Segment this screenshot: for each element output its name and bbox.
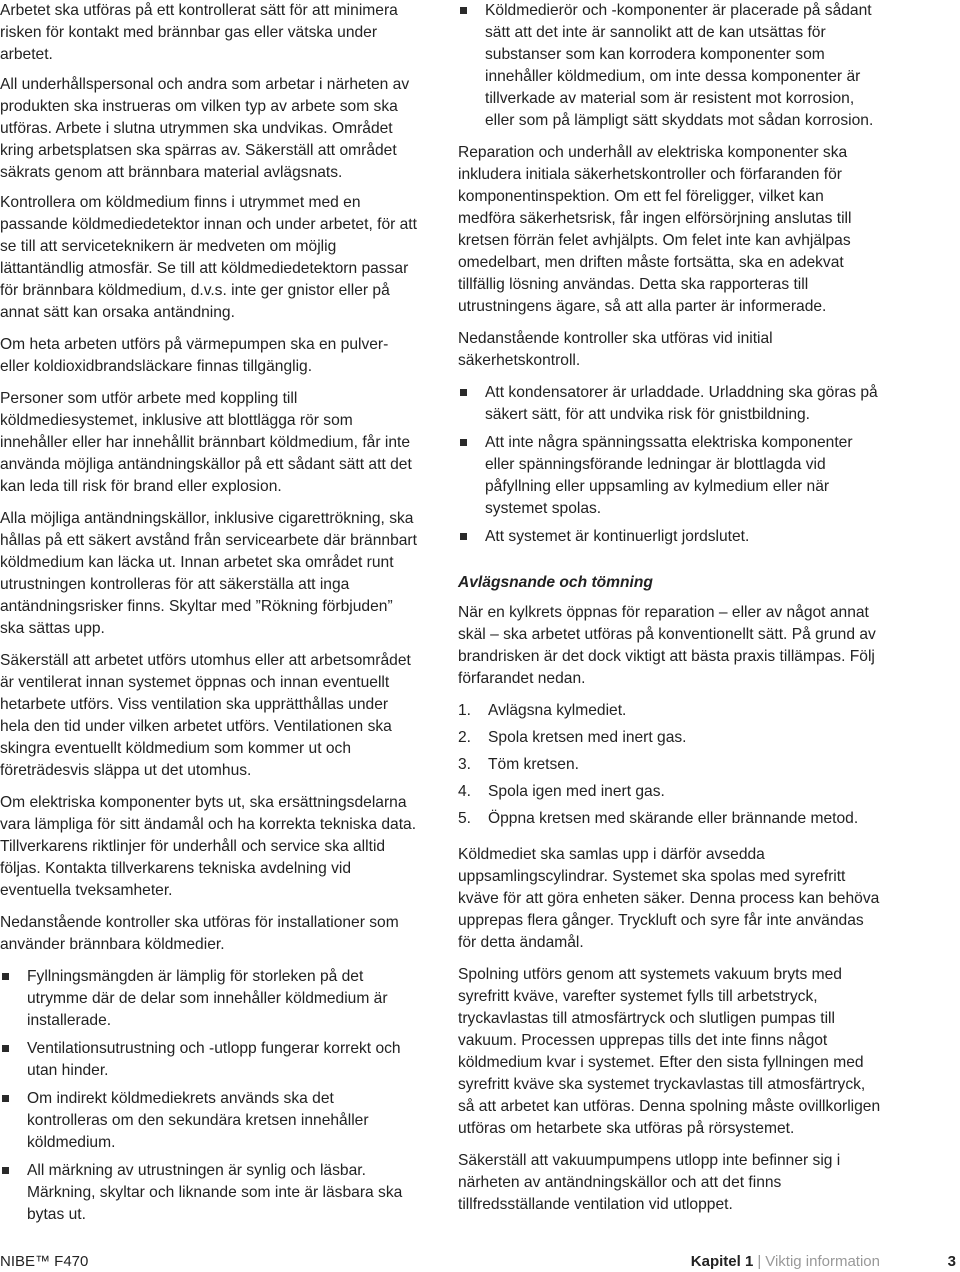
list-item (0, 1160, 418, 1226)
chapter-reference (691, 1252, 880, 1272)
square-bullet-icon (2, 1095, 9, 1102)
list-item-text: Att systemet är kontinuerligt jordslutet. (485, 528, 750, 545)
list-item-text: Att inte några spänningssatta elektriska komponenter eller spänningsförande ledningar är blottlagda vid påfyllning eller uppsamling av kylmedium eller när systemet spolas. (485, 434, 853, 517)
bullet-list (458, 0, 884, 132)
paragraph: Nedanstående kontroller ska utföras vid initial säkerhetskontroll. (458, 330, 773, 369)
page-footer (0, 1252, 960, 1272)
chapter-separator: | (757, 1253, 762, 1270)
right-column (458, 0, 884, 1226)
paragraph: Spolning utförs genom att systemets vakuum bryts med syrefritt kväve, varefter systemet fylls till arbetstryck, tryckavlastas till atmosfärtryck och slutligen pumpas till vakuum. Processen upprepas tills det inte finns något köldmedium kvar i systemet. Efter den sista fyllningen med syrefritt kväve ska systemet tryckavlastas till atmosfärtryck, så att arbetet kan utföras. Denna spolning måste ovillkorligen utföras om hetarbete ska utföras på rörsystemet. (458, 966, 881, 1137)
list-item (0, 1088, 418, 1154)
left-column (0, 0, 418, 1236)
step-item (458, 727, 884, 749)
list-item-text: Om indirekt köldmediekrets används ska det kontrolleras om den sekundära kretsen innehåller köldmedium. (27, 1090, 369, 1151)
check-list (458, 382, 884, 548)
paragraph: Arbetet ska utföras på ett kontrollerat sätt för att minimera risken för kontakt med brännbar gas eller vätska under arbetet. (0, 2, 398, 63)
chapter-title: Viktig information (765, 1253, 880, 1270)
step-item (458, 754, 884, 776)
paragraph: Alla möjliga antändningskällor, inklusive cigarettrökning, ska hållas på ett säkert avstånd från servicearbete där brännbart köldmedium kan läcka ut. Innan arbetet ska området runt utrustningen kontrolleras för att säkerställa att inga antändningsrisker finns. Skyltar med ”Rökning förbjuden” ska sättas upp. (0, 510, 417, 637)
list-item-text: Köldmedierör och -komponenter är placerade på sådant sätt att det inte är sannolikt att de kan utsättas för substanser som kan korrodera komponenter som innehåller köldmedium, om inte dessa komponenter är tillverkade av material som är resistent mot korrosion, eller som på lämpligt sätt skyddats mot sådan korrosion. (485, 2, 874, 129)
paragraph: Personer som utför arbete med koppling till köldmediesystemet, inklusive att blottlägga rör som innehåller eller har innehållit brännbart köldmedium, får inte använda möjliga antändningskällor på ett sådant sätt att det kan leda till risk för brand eller explosion. (0, 390, 412, 495)
step-text: Spola kretsen med inert gas. (488, 729, 687, 746)
square-bullet-icon (460, 7, 467, 14)
paragraph: Om elektriska komponenter byts ut, ska ersättningsdelarna vara lämpliga för sitt ändamål och ha korrekta tekniska data. Tillverkarens riktlinjer för underhåll och service ska alltid följas. Kontakta tillverkarens tekniska avdelning vid eventuella tveksamheter. (0, 794, 417, 899)
section-heading: Avlägsnande och tömning (458, 574, 653, 591)
paragraph: All underhållspersonal och andra som arbetar i närheten av produkten ska instrueras om vilken typ av arbete som ska utföras. Arbete i slutna utrymmen ska undvikas. Området kring arbetsplatsen ska spärras av. Säkerställ att området säkrats genom att brännbara material avlägsnats. (0, 76, 410, 181)
list-item (458, 432, 884, 520)
square-bullet-icon (2, 1167, 9, 1174)
paragraph: Köldmediet ska samlas upp i därför avsedda uppsamlingscylindrar. Systemet ska spolas med syrefritt kväve för att göra enheten säker. Denna process kan behöva upprepas flera gånger. Tryckluft och syre får inte användas för detta ändamål. (458, 846, 880, 951)
list-item (458, 382, 884, 426)
step-number: 1. (458, 702, 472, 719)
square-bullet-icon (2, 1045, 9, 1052)
step-number: 2. (458, 729, 472, 746)
square-bullet-icon (460, 439, 467, 446)
square-bullet-icon (460, 389, 467, 396)
product-name: NIBE™ F470 (0, 1253, 89, 1270)
chapter-label: Kapitel 1 (690, 1253, 754, 1270)
step-text: Töm kretsen. (488, 756, 579, 773)
list-item-text: Fyllningsmängden är lämplig för storleken på det utrymme där de delar som innehåller köldmedium är installerade. (27, 968, 388, 1029)
step-number: 4. (458, 783, 472, 800)
paragraph: Kontrollera om köldmedium finns i utrymmet med en passande köldmediedetektor innan och under arbetet, för att se till att serviceteknikern är medveten om möjlig lättantändlig atmosfär. Se till att köldmediedetektorn passar för brännbara köldmedium, d.v.s. inte ger gnistor eller på annat sätt kan orsaka antändning. (0, 194, 417, 321)
square-bullet-icon (460, 533, 467, 540)
paragraph: Om heta arbeten utförs på värmepumpen ska en pulver- eller koldioxidbrandsläckare finnas tillgänglig. (0, 336, 389, 375)
list-item-text: Att kondensatorer är urladdade. Urladdning ska göras på säkert sätt, för att undvika risk för gnistbildning. (485, 384, 878, 423)
list-item (458, 0, 884, 132)
step-item (458, 781, 884, 803)
square-bullet-icon (2, 973, 9, 980)
step-item (458, 700, 884, 722)
paragraph: När en kylkrets öppnas för reparation – eller av något annat skäl – ska arbetet utföras på konventionellt sätt. På grund av brandrisken är det dock viktigt att bästa praxis tillämpas. Följ förfarandet nedan. (458, 604, 876, 687)
page-number: 3 (947, 1253, 956, 1270)
paragraph: Säkerställ att arbetet utförs utomhus eller att arbetsområdet är ventilerat innan systemet öppnas och innan eventuellt hetarbete utförs. Viss ventilation ska upprätthållas under hela den tid under vilken arbetet utförs. Ventilationen ska skingra eventuellt köldmedium som kommer ut och företrädesvis släppa ut det utomhus. (0, 652, 411, 779)
list-item-text: Ventilationsutrustning och -utlopp fungerar korrekt och utan hinder. (27, 1040, 401, 1079)
bullet-list (0, 966, 418, 1226)
step-text: Avlägsna kylmediet. (488, 702, 627, 719)
paragraph: Nedanstående kontroller ska utföras för installationer som använder brännbara köldmedier. (0, 914, 399, 953)
list-item (458, 526, 884, 548)
list-item (0, 966, 418, 1032)
step-text: Spola igen med inert gas. (488, 783, 665, 800)
paragraph: Säkerställ att vakuumpumpens utlopp inte befinner sig i närheten av antändningskällor och att det finns tillfredsställande ventilation vid utloppet. (458, 1152, 841, 1213)
list-item (0, 1038, 418, 1082)
numbered-steps (458, 700, 884, 830)
step-number: 5. (458, 810, 472, 827)
step-item (458, 808, 884, 830)
step-number: 3. (458, 756, 472, 773)
step-text: Öppna kretsen med skärande eller brännande metod. (488, 810, 859, 827)
list-item-text: All märkning av utrustningen är synlig och läsbar. Märkning, skyltar och liknande som inte är läsbara ska bytas ut. (27, 1162, 403, 1223)
paragraph: Reparation och underhåll av elektriska komponenter ska inkludera initiala säkerhetskontroller och förfaranden för komponentinspektion. Om ett fel föreligger, vilket kan medföra säkerhetsrisk, får ingen elförsörjning anslutas till kretsen förrän felet avhjälpts. Om felet inte kan avhjälpas omedelbart, men driften måste fortsätta, ska en adekvat tillfällig lösning användas. Detta ska rapporteras till utrustningens ägare, så att alla parter är informerade. (458, 144, 852, 315)
